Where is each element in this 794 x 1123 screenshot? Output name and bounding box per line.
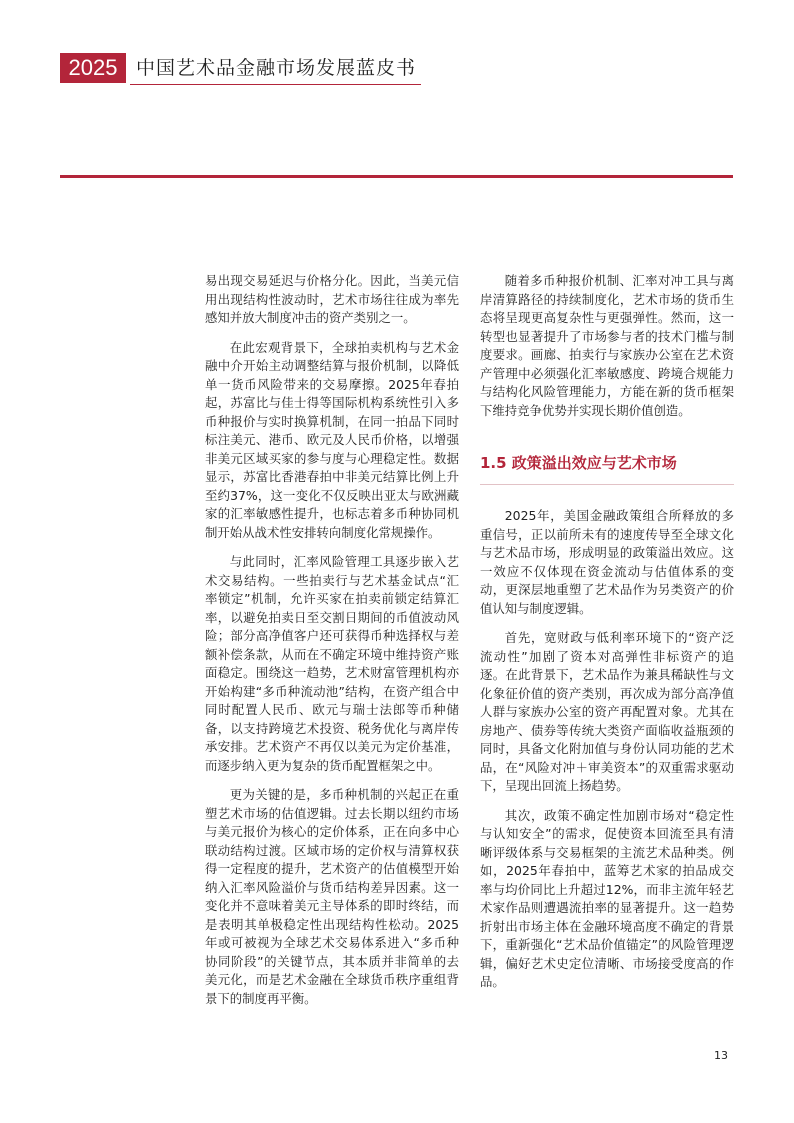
header-divider: [60, 175, 733, 178]
left-column: [205, 272, 459, 1019]
header-title: 中国艺术品金融市场发展蓝皮书: [136, 57, 417, 79]
paragraph: 与此同时，汇率风险管理工具逐步嵌入艺术交易结构。一些拍卖行与艺术基金试点“汇率锁定”机制，允许买家在拍卖前锁定结算汇率，以避免拍卖日至交割日期间的币值波动风险；部分高净值客户还可获得币种选择权与差额补偿条款，从而在不确定环境中维持资产账面稳定。围绕这一趋势，艺术财富管理机构亦开始构建“多币种流动池”结构，在资产组合中同时配置人民币、欧元与瑞士法郎等币种储备，以支持跨境艺术投资、税务优化与离岸传承安排。艺术资产不再仅以美元为定价基准，而逐步纳入更为复杂的货币配置框架之中。: [205, 554, 459, 773]
paragraph: 易出现交易延迟与价格分化。因此，当美元信用出现结构性波动时，艺术市场往往成为率先感知并放大制度冲击的资产类别之一。: [205, 273, 459, 325]
paragraph: 首先，宽财政与低利率环境下的“资产泛流动性”加剧了资本对高弹性非标资产的追逐。在此背景下，艺术品作为兼具稀缺性与文化象征价值的资产类别，再次成为部分高净值人群与家族办公室的资产再配置对象。尤其在房地产、债券等传统大类资产面临收益瓶颈的同时，具备文化附加值与身份认同功能的艺术品，在“风险对冲＋审美资本”的双重需求驱动下，呈现出回流上扬趋势。: [480, 630, 734, 793]
header-underline: [130, 84, 421, 85]
section-heading: 1.5 政策溢出效应与艺术市场: [480, 452, 734, 485]
header-year-badge: 2025: [60, 53, 126, 83]
paragraph: 其次，政策不确定性加剧市场对“稳定性与认知安全”的需求，促使资本回流至具有清晰评级体系与交易框架的主流艺术品种类。例如，2025年春拍中，蓝筹艺术家的拍品成交率与均价同比上升超过12%，而非主流年轻艺术家作品则遭遇流拍率的显著提升。这一趋势折射出市场主体在金融环境高度不确定的背景下，重新强化“艺术品价值锚定”的风险管理逻辑，偏好艺术史定位清晰、市场接受度高的作品。: [480, 807, 734, 989]
paragraph: 随着多币种报价机制、汇率对冲工具与离岸清算路径的持续制度化，艺术市场的货币生态将呈现更高复杂性与更强弹性。然而，这一转型也显著提升了市场参与者的技术门槛与制度要求。画廊、拍卖行与家族办公室在艺术资产管理中必须强化汇率敏感度、跨境合规能力与结构化风险管理能力，方能在新的货币框架下维持竞争优势并实现长期价值创造。: [480, 273, 734, 418]
paragraph: 在此宏观背景下，全球拍卖机构与艺术金融中介开始主动调整结算与报价机制，以降低单一货币风险带来的交易摩擦。2025年春拍起，苏富比与佳士得等国际机构系统性引入多币种报价与实时换算机制，在同一拍品下同时标注美元、港币、欧元及人民币价格，以增强非美元区域买家的参与度与心理稳定性。数据显示，苏富比香港春拍中非美元结算比例上升至约37%，这一变化不仅反映出亚太与欧洲藏家的汇率敏感性提升，也标志着多币种协同机制开始从战术性安排转向制度化常规操作。: [205, 339, 459, 540]
paragraph: 更为关键的是，多币种机制的兴起正在重塑艺术市场的估值逻辑。过去长期以纽约市场与美元报价为核心的定价体系，正在向多中心联动结构过渡。区域市场的定价权与清算权获得一定程度的提升，艺术资产的估值模型开始纳入汇率风险溢价与货币结构差异因素。这一变化并不意味着美元主导体系的即时终结，而是表明其单极稳定性出现结构性松动。2025年或可被视为全球艺术交易体系进入“多币种协同阶段”的关键节点，其本质并非简单的去美元化，而是艺术金融在全球货币秩序重组背景下的制度再平衡。: [205, 787, 459, 1006]
page-number: 13: [714, 1049, 728, 1062]
right-column: [480, 272, 734, 1003]
paragraph: 2025年，美国金融政策组合所释放的多重信号，正以前所未有的速度传导至全球文化与艺术品市场，形成明显的政策溢出效应。这一效应不仅体现在资金流动与估值体系的变动，更深层地重塑了艺术品作为另类资产的价值认知与制度逻辑。: [480, 508, 734, 616]
